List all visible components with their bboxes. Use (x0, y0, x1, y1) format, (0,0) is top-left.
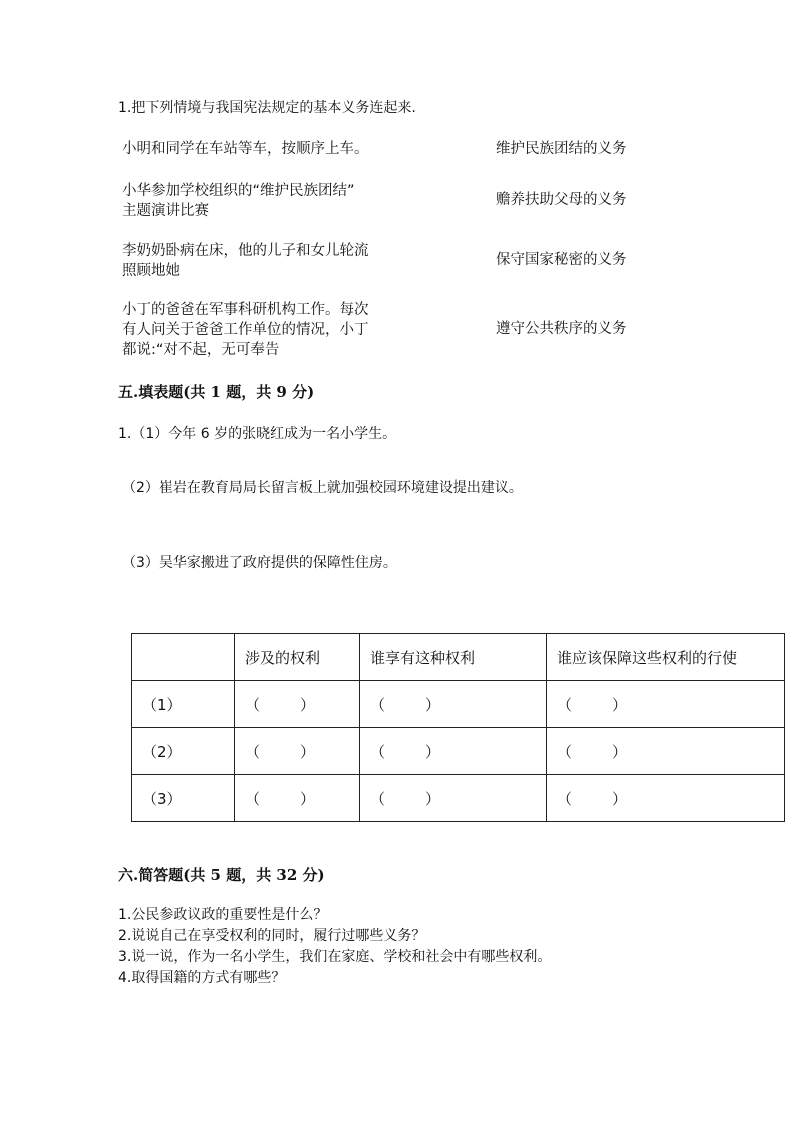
short-question-3: 3.说一说，作为一名小学生，我们在家庭、学校和社会中有哪些权利。 (118, 949, 552, 965)
section-5-heading: 五.填表题(共 1 题，共 9 分) (118, 383, 315, 401)
duty-1: 维护民族团结的义务 (496, 141, 627, 157)
table-header-right: 涉及的权利 (235, 634, 360, 681)
table-row (132, 728, 785, 775)
short-question-2: 2.说说自己在享受权利的同时，履行过哪些义务？ (118, 928, 426, 944)
situation-2-line-1: 小华参加学校组织的“维护民族团结” (122, 183, 355, 199)
situation-4 (122, 300, 369, 360)
table-row (132, 775, 785, 822)
situation-3-line-2: 照顾地她 (122, 263, 180, 279)
situation-4-line-3: 都说:“对不起，无可奉告 (122, 342, 280, 358)
fill-item-3: （3）吴华家搬进了政府提供的保障性住房。 (122, 555, 397, 571)
situation-2-line-2: 主题演讲比赛 (122, 203, 209, 219)
answer-blank[interactable]: （ ） (360, 728, 547, 775)
short-question-4: 4.取得国籍的方式有哪些？ (118, 970, 286, 986)
table-header-guarantor: 谁应该保障这些权利的行使 (547, 634, 785, 681)
short-question-1: 1.公民参政议政的重要性是什么？ (118, 907, 328, 923)
matching-question: 1.把下列情境与我国宪法规定的基本义务连起来. (118, 100, 416, 116)
situation-4-line-1: 小丁的爸爸在军事科研机构工作。每次 (122, 302, 369, 318)
row-label: （1） (132, 681, 235, 728)
table-header-corner (132, 634, 235, 681)
answer-blank[interactable]: （ ） (360, 681, 547, 728)
row-label: （2） (132, 728, 235, 775)
fill-item-2: （2）崔岩在教育局局长留言板上就加强校园环境建设提出建议。 (122, 480, 523, 496)
situation-4-line-2: 有人问关于爸爸工作单位的情况，小丁 (122, 322, 369, 338)
answer-blank[interactable]: （ ） (360, 775, 547, 822)
answer-blank[interactable]: （ ） (547, 775, 785, 822)
duty-3: 保守国家秘密的义务 (496, 252, 627, 268)
table-row (132, 681, 785, 728)
answer-blank[interactable]: （ ） (235, 775, 360, 822)
duty-4: 遵守公共秩序的义务 (496, 321, 627, 337)
duty-2: 赡养扶助父母的义务 (496, 192, 627, 208)
table-header-holder: 谁享有这种权利 (360, 634, 547, 681)
situation-3-line-1: 李奶奶卧病在床，他的儿子和女儿轮流 (122, 243, 369, 259)
answer-blank[interactable]: （ ） (547, 681, 785, 728)
fill-item-1: 1.（1）今年 6 岁的张晓红成为一名小学生。 (118, 426, 397, 442)
row-label: （3） (132, 775, 235, 822)
situation-1 (122, 139, 369, 159)
answer-blank[interactable]: （ ） (547, 728, 785, 775)
table-header-row (132, 634, 785, 681)
section-6-heading: 六.简答题(共 5 题，共 32 分) (118, 866, 325, 884)
answer-blank[interactable]: （ ） (235, 728, 360, 775)
situation-3 (122, 241, 369, 281)
situation-2 (122, 181, 355, 221)
rights-table (131, 633, 785, 822)
answer-blank[interactable]: （ ） (235, 681, 360, 728)
situation-1-line-1: 小明和同学在车站等车，按顺序上车。 (122, 141, 369, 157)
